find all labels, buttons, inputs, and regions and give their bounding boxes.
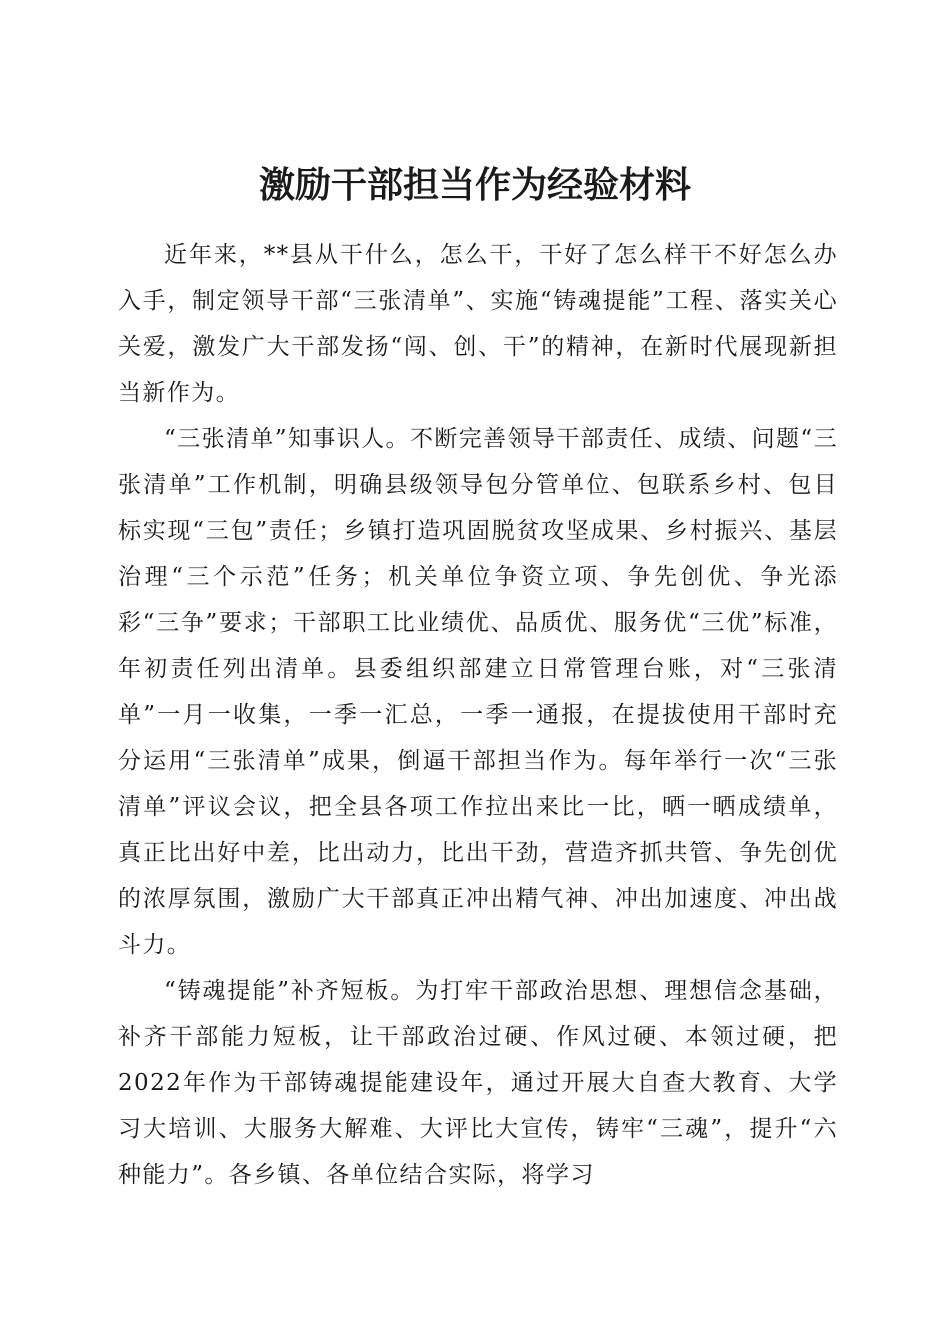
paragraph-intro: 近年来，**县从干什么，怎么干，干好了怎么样干不好怎么办入手，制定领导干部“三张清单”、实施“铸魂提能”工程、落实关心关爱，激发广大干部发扬“闯、创、干”的精神，在新时代展现新担当新作为。 (118, 242, 838, 406)
paragraph-three-lists: “三张清单”知事识人。不断完善领导干部责任、成绩、问题“三张清单”工作机制，明确县级领导包分管单位、包联系乡村、包目标实现“三包”责任；乡镇打造巩固脱贫攻坚成果、乡村振兴、基层治理“三个示范”任务；机关单位争资立项、争先创优、争光添彩“三争”要求；干部职工比业绩优、品质优、服务优“三优”标准，年初责任列出清单。县委组织部建立日常管理台账，对“三张清单”一月一收集，一季一汇总，一季一通报，在提拔使用干部时充分运用“三张清单”成果，倒逼干部担当作为。每年举行一次“三张清单”评议会议，把全县各项工作拉出来比一比，晒一晒成绩单，真正比出好中差，比出动力，比出干劲，营造齐抓共管、争先创优的浓厚氛围，激励广大干部真正冲出精气神、冲出加速度、冲出战斗力。 (118, 426, 838, 958)
document-body (118, 232, 838, 1198)
paragraph-soul-ability: “铸魂提能”补齐短板。为打牢干部政治思想、理想信念基础，补齐干部能力短板，让干部政治过硬、作风过硬、本领过硬，把2022年作为干部铸魂提能建设年，通过开展大自查大教育、大学习大培训、大服务大解难、大评比大宣传，铸牢“三魂”，提升“六种能力”。各乡镇、各单位结合实际，将学习 (118, 978, 838, 1188)
document-title: 激励干部担当作为经验材料 (258, 164, 691, 207)
